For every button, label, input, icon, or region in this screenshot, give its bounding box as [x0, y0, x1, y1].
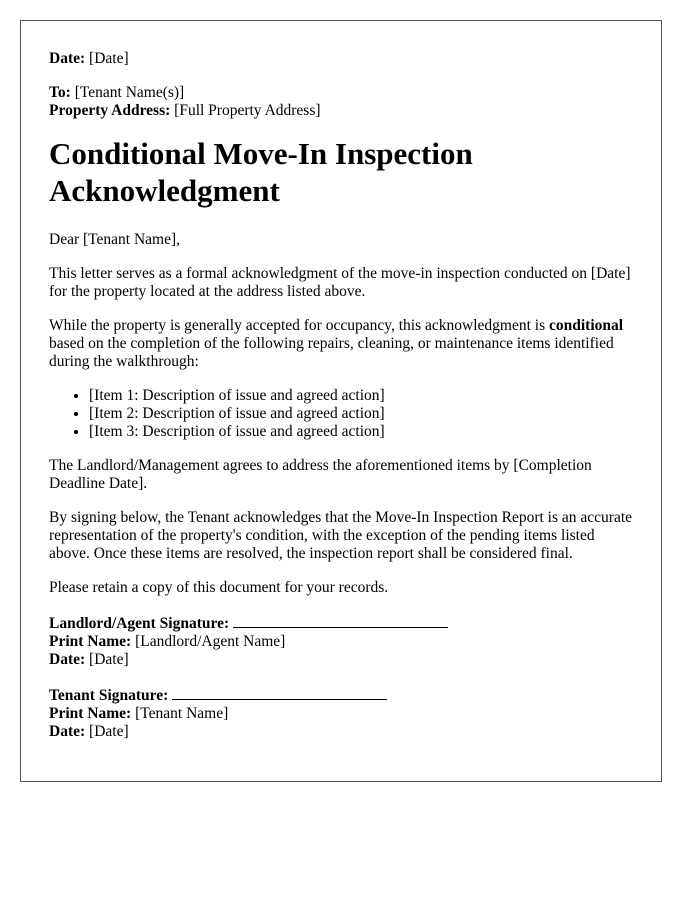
to-line [49, 84, 633, 102]
paragraph-retain: Please retain a copy of this document for your records. [49, 579, 389, 596]
tenant-print-value: [Tenant Name] [135, 705, 229, 722]
list-item: • [Item 3: Description of issue and agreed action] [89, 423, 633, 441]
tenant-signature-field[interactable] [172, 685, 387, 700]
paragraph-conditional-before: While the property is generally accepted for occupancy, this acknowledgment is [49, 317, 549, 334]
to-value: [Tenant Name(s)] [74, 84, 185, 101]
date-value: [Date] [89, 50, 129, 67]
tenant-signature-block [49, 685, 633, 741]
tenant-date-value: [Date] [89, 723, 129, 740]
tenant-print-label: Print Name: [49, 705, 132, 722]
conditional-emphasis: conditional [548, 317, 624, 334]
paragraph-acknowledgment: By signing below, the Tenant acknowledges that the Move-In Inspection Report is an accurate representation of the property's condition, with the exception of the pending items listed above. Once these items are resolved, the inspection report shall be considered final. [49, 509, 633, 562]
date-label: Date: [49, 50, 86, 67]
address-label: Property Address: [49, 102, 171, 119]
landlord-print-value: [Landlord/Agent Name] [135, 633, 286, 650]
address-line [49, 102, 633, 120]
landlord-date-line [49, 651, 633, 669]
items-list [49, 387, 633, 441]
paragraph-deadline: The Landlord/Management agrees to address the aforementioned items by [Completion Deadline Date]. [49, 457, 592, 492]
to-label: To: [49, 84, 71, 101]
landlord-signature-line [49, 613, 633, 633]
tenant-date-label: Date: [49, 723, 86, 740]
paragraph-conditional-after: based on the completion of the following repairs, cleaning, or maintenance items identified during the walkthrough: [49, 335, 614, 370]
list-item: • [Item 2: Description of issue and agreed action] [89, 405, 633, 423]
landlord-signature-label: Landlord/Agent Signature: [49, 615, 230, 632]
greeting: Dear [Tenant Name], [49, 231, 181, 248]
landlord-date-value: [Date] [89, 651, 129, 668]
list-item: • [Item 1: Description of issue and agreed action] [89, 387, 633, 405]
tenant-signature-label: Tenant Signature: [49, 687, 169, 704]
address-value: [Full Property Address] [174, 102, 321, 119]
landlord-date-label: Date: [49, 651, 86, 668]
page-title: Conditional Move-In Inspection Acknowledgment [49, 136, 473, 208]
paragraph-intro: This letter serves as a formal acknowledgment of the move-in inspection conducted on [Date] for the property located at the address listed above. [49, 265, 631, 300]
tenant-date-line [49, 723, 633, 741]
tenant-signature-line [49, 685, 633, 705]
letter-document [20, 20, 662, 782]
date-line [49, 50, 633, 68]
paragraph-conditional [49, 317, 633, 371]
landlord-print-line [49, 633, 633, 651]
landlord-print-label: Print Name: [49, 633, 132, 650]
landlord-signature-field[interactable] [233, 613, 448, 628]
landlord-signature-block [49, 613, 633, 669]
tenant-print-line [49, 705, 633, 723]
